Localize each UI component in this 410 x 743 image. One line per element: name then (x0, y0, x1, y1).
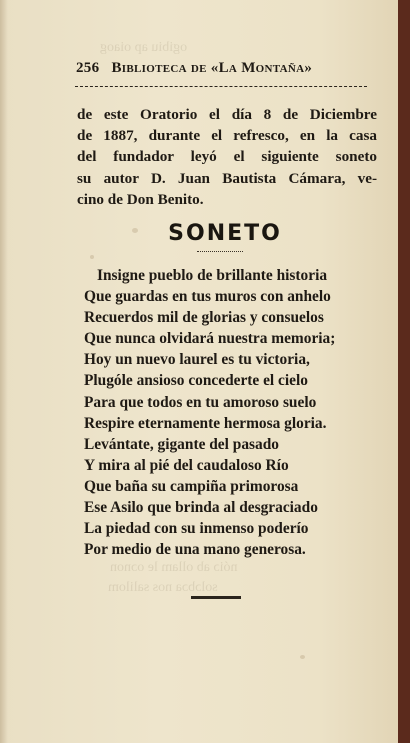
running-title: Biblioteca de «La Montaña» (111, 60, 313, 76)
show-through-text: nóiɔ ab ollam le oɔnon (110, 560, 238, 575)
verse-line: Por medio de una mano generosa. (84, 541, 306, 559)
show-through-text: solɔbɔa nos salilom (108, 580, 218, 595)
verse-line: Plugóle ansioso concederte el cielo (84, 372, 308, 390)
header-rule (75, 86, 367, 87)
intro-line: su autor D. Juan Bautista Cámara, ve- (77, 169, 377, 187)
verse-line: Recuerdos mil de glorias y consuelos (84, 309, 324, 327)
intro-line: del fundador leyó el siguiente soneto (77, 148, 377, 166)
end-rule (191, 596, 241, 599)
verse-line: Hoy un nuevo laurel es tu victoria, (84, 351, 310, 369)
paper-stain (300, 655, 305, 659)
verse-line: Que guardas en tus muros con anhelo (84, 288, 331, 306)
verse-line: Que nunca olvidará nuestra memoria; (84, 330, 336, 348)
paper-stain (90, 255, 94, 259)
title-ornament-rule (197, 251, 243, 252)
paper-stain (132, 228, 138, 233)
sonnet-title: SONETO (168, 221, 282, 246)
verse-line: Para que todos en tu amoroso suelo (84, 393, 317, 411)
intro-line: cino de Don Benito. (77, 190, 204, 208)
verse-line: Levántate, gigante del pasado (84, 435, 279, 453)
page-number: 256 (76, 60, 100, 76)
verse-line: Que baña su campiña primorosa (84, 477, 299, 495)
verse-line: Ese Asilo que brinda al desgraciado (84, 499, 318, 517)
spine-shadow (0, 0, 8, 743)
verse-line: Respire eternamente hermosa gloria. (84, 414, 327, 432)
verse-line: Y mira al pié del caudaloso Río (84, 456, 289, 474)
intro-line: de 1887, durante el refresco, en la casa (77, 127, 377, 145)
intro-paragraph (77, 104, 377, 210)
verse-line: La piedad con su inmenso poderío (84, 520, 309, 538)
show-through-text: ogibiu ap oiaog (100, 40, 188, 55)
sonnet-verses (84, 265, 384, 560)
running-header (76, 60, 366, 84)
intro-line: de este Oratorio el día 8 de Diciembre (77, 106, 377, 123)
verse-line: Insigne pueblo de brillante historia (97, 267, 328, 284)
